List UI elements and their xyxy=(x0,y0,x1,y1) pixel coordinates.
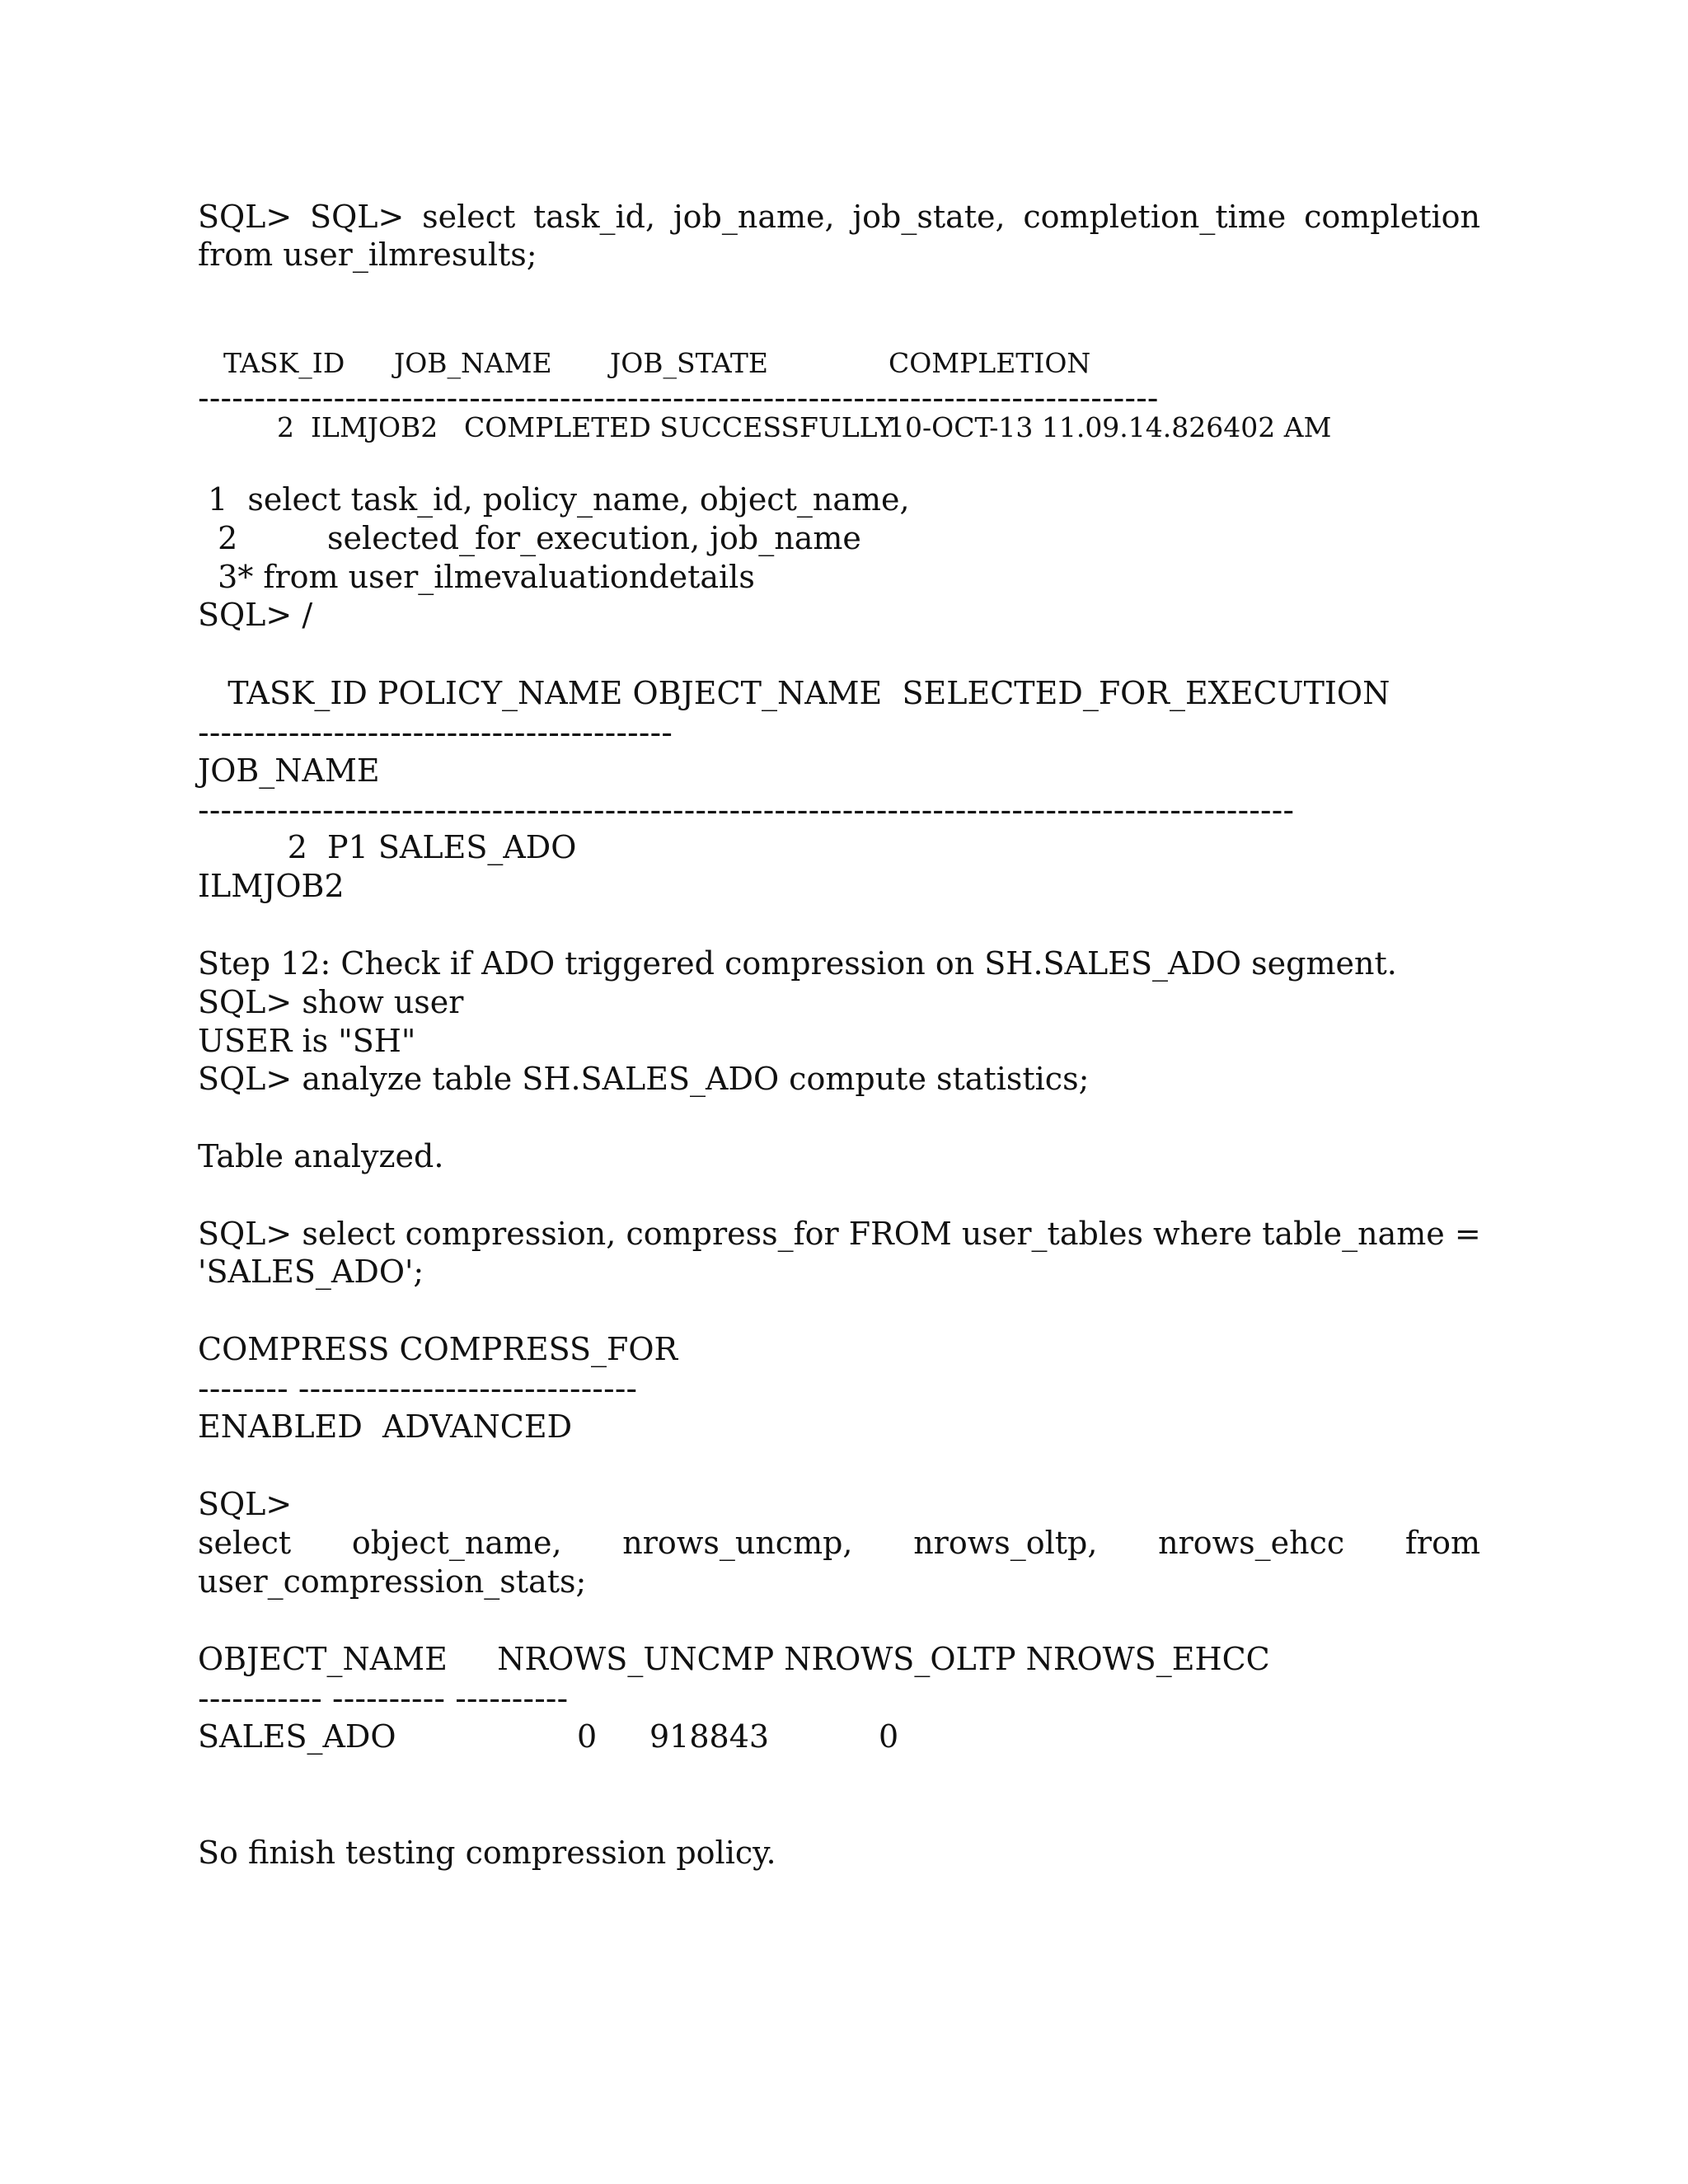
query4-prompt: SQL> xyxy=(198,1486,293,1522)
query3-line1: SQL> select compression, compress_for FROM user_tables where table_name = xyxy=(198,1216,1481,1252)
res4-header: OBJECT_NAME NROWS_UNCMP NROWS_OLTP NROWS_EHCC xyxy=(198,1641,1270,1677)
word: object_name, xyxy=(351,1525,562,1561)
query4-line2: user_compression_stats; xyxy=(198,1563,587,1600)
res3-row: ENABLED ADVANCED xyxy=(198,1408,573,1445)
word: completion_time xyxy=(1023,199,1287,235)
res2-header1: TASK_ID POLICY_NAME OBJECT_NAME SELECTED_FOR_EXECUTION xyxy=(198,675,1390,711)
res1-header-completion: COMPLETION xyxy=(889,347,1091,379)
word: nrows_ehcc xyxy=(1158,1525,1345,1561)
step12-line4: Table analyzed. xyxy=(198,1138,444,1174)
query2-line3: 3* from user_ilmevaluationdetails xyxy=(198,559,755,595)
word: SQL> xyxy=(310,199,405,235)
step12-title: Step 12: Check if ADO triggered compression on SH.SALES_ADO segment. xyxy=(198,945,1397,982)
res3-separator: -------- ------------------------------ xyxy=(198,1371,638,1407)
query2-line1: 1 select task_id, policy_name, object_name, xyxy=(198,481,910,518)
query3-line2: 'SALES_ADO'; xyxy=(198,1254,424,1290)
res1-header-task-id: TASK_ID xyxy=(223,347,345,379)
res1-separator: ------------------------------------------------------------------------------------- xyxy=(198,380,1159,416)
word: SQL> xyxy=(198,199,293,235)
word: select xyxy=(422,199,516,235)
word: nrows_oltp, xyxy=(913,1525,1098,1561)
res4-cell-nrows-uncmp: 0 xyxy=(577,1718,598,1755)
query1-line2: from user_ilmresults; xyxy=(198,237,537,273)
word: nrows_uncmp, xyxy=(622,1525,853,1561)
res1-cell-job-state: COMPLETED SUCCESSFULLY xyxy=(464,411,894,443)
res4-cell-nrows-ehcc: 0 xyxy=(879,1718,899,1755)
res1-header-job-name: JOB_NAME xyxy=(394,347,552,379)
word: job_state, xyxy=(852,199,1006,235)
res2-row2: ILMJOB2 xyxy=(198,868,345,904)
word: from xyxy=(1404,1525,1480,1561)
query2-line4: SQL> / xyxy=(198,597,313,633)
word: completion xyxy=(1304,199,1480,235)
res1-cell-completion: 10-OCT-13 11.09.14.826402 AM xyxy=(888,411,1332,443)
res1-cell-task-id: 2 xyxy=(277,411,294,443)
res4-cell-nrows-oltp: 918843 xyxy=(649,1718,770,1755)
res1-header-job-state: JOB_STATE xyxy=(610,347,768,379)
query4-line1 xyxy=(198,1524,1480,1562)
step12-line3: SQL> analyze table SH.SALES_ADO compute statistics; xyxy=(198,1061,1090,1097)
step12-line1: SQL> show user xyxy=(198,984,464,1020)
step12-line2: USER is "SH" xyxy=(198,1023,416,1059)
res4-cell-object-name: SALES_ADO xyxy=(198,1718,396,1755)
query2-line2: 2 selected_for_execution, job_name xyxy=(198,520,861,556)
word: job_name, xyxy=(673,199,835,235)
query1-line1 xyxy=(198,198,1480,236)
res2-separator1: ------------------------------------------ xyxy=(198,715,673,751)
res1-cell-job-name: ILMJOB2 xyxy=(311,411,438,443)
res3-header: COMPRESS COMPRESS_FOR xyxy=(198,1331,678,1367)
word: select xyxy=(198,1525,292,1561)
res2-separator2: ------------------------------------------------------------------------------------------------- xyxy=(198,792,1295,828)
res4-separator: ----------- ---------- ---------- xyxy=(198,1680,569,1717)
closing-text: So finish testing compression policy. xyxy=(198,1835,776,1871)
res2-header2: JOB_NAME xyxy=(198,752,380,789)
res2-row1: 2 P1 SALES_ADO xyxy=(198,829,577,865)
word: task_id, xyxy=(533,199,656,235)
